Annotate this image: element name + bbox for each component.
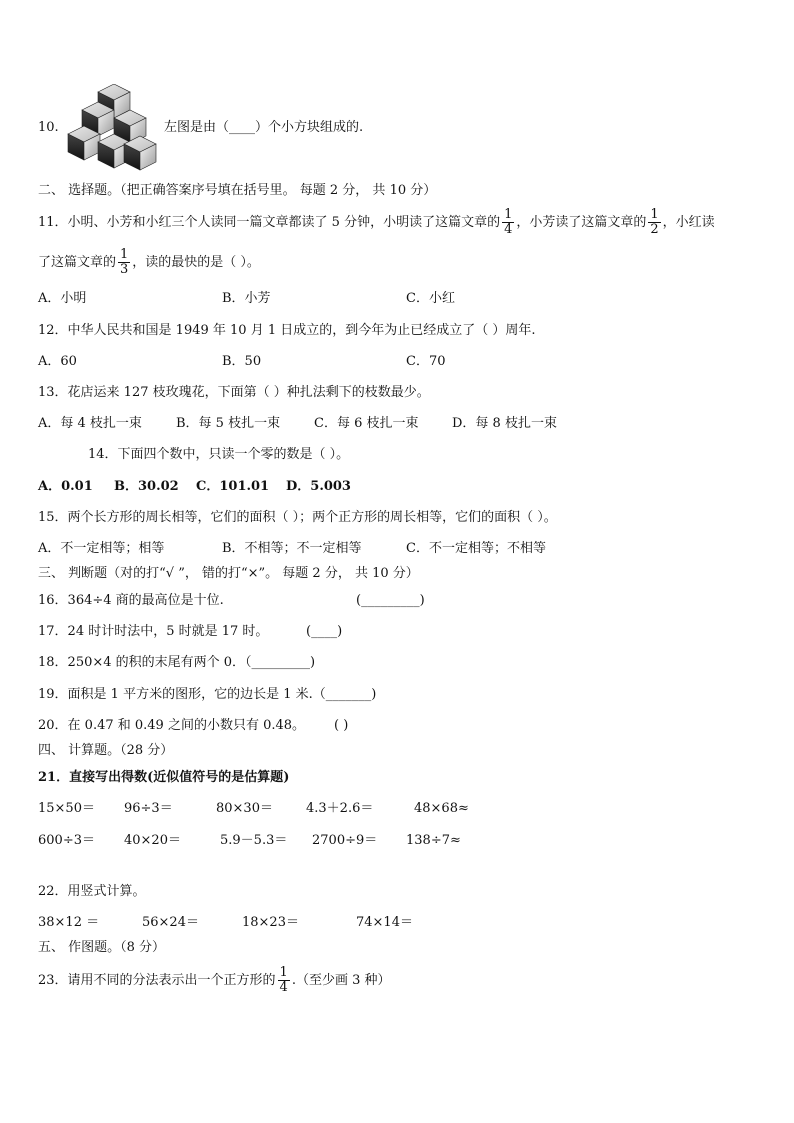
q23-text-2: .（至少画 3 种）: [291, 973, 391, 988]
q11-option-a[interactable]: A．小明: [38, 291, 87, 306]
q21-item: 80×30＝: [216, 801, 273, 816]
q12-option-a[interactable]: A．60: [38, 354, 77, 369]
section-2-title: 二、 选择题。（把正确答案序号填在括号里。 每题 2 分， 共 10 分）: [38, 183, 437, 198]
q14-option-a[interactable]: A．0.01: [38, 479, 93, 494]
section-5-title: 五、 作图题。（8 分）: [38, 940, 166, 955]
q12-option-c[interactable]: C．70: [406, 354, 446, 369]
q21-item: 600÷3＝: [38, 833, 95, 848]
q15-option-c[interactable]: C．不一定相等；不相等: [406, 541, 546, 556]
q21-item: 96÷3＝: [124, 801, 173, 816]
q22-text: 22．用竖式计算。: [38, 884, 146, 899]
q11-line1: [38, 206, 715, 240]
q21-item: 48×68≈: [414, 801, 469, 816]
q22-item: 74×14＝: [356, 915, 413, 930]
q15-option-b[interactable]: B．不相等；不一定相等: [222, 541, 362, 556]
section-4-title: 四、 计算题。（28 分）: [38, 743, 174, 758]
q11-text-3: ，小红读: [662, 215, 715, 230]
q10-text: 左图是由（____）个小方块组成的.: [164, 120, 364, 135]
q10-number: 10.: [38, 120, 59, 135]
q23-line: [38, 964, 391, 998]
q21-item: 40×20＝: [124, 833, 181, 848]
q14-option-d[interactable]: D．5.003: [286, 479, 351, 494]
q22-item: 18×23＝: [242, 915, 299, 930]
q11-text-4: 了这篇文章的: [38, 255, 117, 270]
q21-item: 5.9－5.3＝: [220, 833, 288, 848]
q13-option-d[interactable]: D．每 8 枝扎一束: [452, 416, 557, 431]
q21-item: 138÷7≈: [406, 833, 461, 848]
q14-text: 14．下面四个数中，只读一个零的数是（ ）。: [88, 447, 350, 462]
q11-line2: [38, 246, 260, 280]
q12-option-b[interactable]: B．50: [222, 354, 262, 369]
q15-text: 15．两个长方形的周长相等，它们的面积（ ）；两个正方形的周长相等，它们的面积（ ）。: [38, 510, 557, 525]
q11-text-5: ，读的最快的是（ ）。: [132, 255, 260, 270]
q21-item: 2700÷9＝: [312, 833, 378, 848]
q17-answer-bracket[interactable]: (____): [306, 624, 343, 639]
q21-item: 4.3＋2.6＝: [306, 801, 374, 816]
cube-stack-figure: [66, 84, 160, 176]
fraction-one-half: $\frac{1}{2}$: [650, 207, 659, 237]
q15-option-a[interactable]: A．不一定相等；相等: [38, 541, 165, 556]
fraction-one-quarter: $\frac{1}{4}$: [504, 207, 513, 237]
q11-text-2: ，小芳读了这篇文章的: [516, 215, 647, 230]
q13-option-c[interactable]: C．每 6 枝扎一束: [314, 416, 419, 431]
q11-option-c[interactable]: C．小红: [406, 291, 455, 306]
q13-text: 13．花店运来 127 枝玫瑰花，下面第（ ）种扎法剩下的枝数最少。: [38, 385, 430, 400]
q18-text: 18．250×4 的积的末尾有两个 0．（_________): [38, 655, 316, 670]
q23-text-1: 23．请用不同的分法表示出一个正方形的: [38, 973, 276, 988]
q21-item: 15×50＝: [38, 801, 95, 816]
q22-item: 56×24＝: [142, 915, 199, 930]
q20-answer-bracket[interactable]: ( ): [334, 718, 349, 733]
section-3-title: 三、 判断题（对的打“√ ”， 错的打“×”。 每题 2 分， 共 10 分）: [38, 566, 419, 581]
q22-item: 38×12 ＝: [38, 915, 100, 930]
q11-text-1: 11．小明、小芳和小红三个人读同一篇文章都读了 5 分钟，小明读了这篇文章的: [38, 215, 501, 230]
fraction-one-third: $\frac{1}{3}$: [120, 247, 129, 277]
q11-option-b[interactable]: B．小芳: [222, 291, 271, 306]
q19-text: 19．面积是 1 平方米的图形，它的边长是 1 米.（_______): [38, 687, 377, 702]
q16-text: 16．364÷4 商的最高位是十位.: [38, 593, 224, 608]
q20-text: 20．在 0.47 和 0.49 之间的小数只有 0.48。: [38, 718, 306, 733]
q14-option-b[interactable]: B．30.02: [114, 479, 179, 494]
q21-text: 21．直接写出得数(近似值符号的是估算题): [38, 770, 290, 785]
q14-option-c[interactable]: C．101.01: [196, 479, 270, 494]
q17-text: 17．24 时计时法中，5 时就是 17 时。: [38, 624, 269, 639]
fraction-one-quarter: $\frac{1}{4}$: [279, 965, 288, 995]
q16-answer-bracket[interactable]: (_________): [356, 593, 425, 608]
q12-text: 12．中华人民共和国是 1949 年 10 月 1 日成立的，到今年为止已经成立了（ ）周年.: [38, 323, 536, 338]
q13-option-a[interactable]: A．每 4 枝扎一束: [38, 416, 142, 431]
q13-option-b[interactable]: B．每 5 枝扎一束: [176, 416, 281, 431]
